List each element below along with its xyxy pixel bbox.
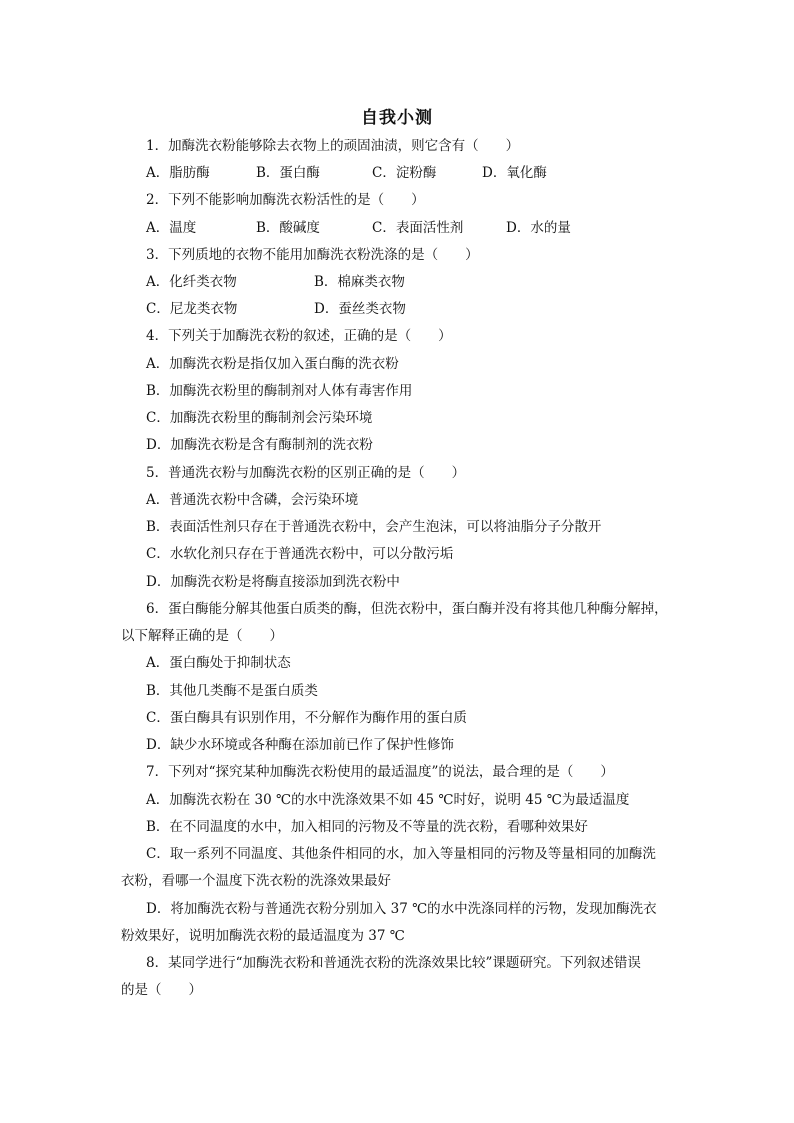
question-1-stem: 1．加酶洗衣粉能够除去衣物上的顽固油渍，则它含有（ ） — [146, 138, 520, 154]
question-4-option-b: B．加酶洗衣粉里的酶制剂对人体有毒害作用 — [146, 383, 413, 399]
question-2-option-a: A．温度 — [146, 220, 197, 236]
question-5-option-b: B．表面活性剂只存在于普通洗衣粉中，会产生泡沫，可以将油脂分子分散开 — [146, 519, 602, 535]
question-3-option-d: D．蚕丝类衣物 — [314, 301, 406, 317]
question-7-option-d-line-2: 粉效果好，说明加酶洗衣粉的最适温度为 37 ℃ — [121, 928, 405, 944]
question-7-option-c-line-2: 衣粉，看哪一个温度下洗衣粉的洗涤效果最好 — [121, 873, 391, 889]
question-7-option-b: B．在不同温度的水中，加入相同的污物及不等量的洗衣粉，看哪种效果好 — [146, 819, 588, 835]
question-6-stem-line-1: 6．蛋白酶能分解其他蛋白质类的酶，但洗衣粉中，蛋白酶并没有将其他几种酶分解掉， — [146, 601, 668, 617]
question-1-option-b: B．蛋白酶 — [256, 165, 320, 181]
question-4-option-a: A．加酶洗衣粉是指仅加入蛋白酶的洗衣粉 — [146, 356, 399, 372]
question-7-option-c-line-1: C．取一系列不同温度、其他条件相同的水，加入等量相同的污物及等量相同的加酶洗 — [146, 846, 656, 862]
question-1-option-d: D．氧化酶 — [482, 165, 547, 181]
question-6-option-c: C．蛋白酶具有识别作用，不分解作为酶作用的蛋白质 — [146, 710, 467, 726]
question-3-option-a: A．化纤类衣物 — [146, 274, 237, 290]
question-7-option-d-line-1: D．将加酶洗衣粉与普通洗衣粉分别加入 37 ℃的水中洗涤同样的污物，发现加酶洗衣 — [146, 901, 657, 917]
question-5-stem: 5．普通洗衣粉与加酶洗衣粉的区别正确的是（ ） — [146, 465, 466, 481]
question-3-options-row-1 — [146, 273, 546, 291]
question-8-stem-line-1: 8．某同学进行“加酶洗衣粉和普通洗衣粉的洗涤效果比较”课题研究。下列叙述错误 — [146, 955, 641, 971]
question-2-stem: 2．下列不能影响加酶洗衣粉活性的是（ ） — [146, 192, 425, 208]
question-3-option-b: B．棉麻类衣物 — [314, 274, 405, 290]
question-5-option-d: D．加酶洗衣粉是将酶直接添加到洗衣粉中 — [146, 574, 400, 590]
question-2-option-c: C．表面活性剂 — [372, 220, 464, 236]
question-3-options-row-2 — [146, 300, 546, 318]
question-4-option-c: C．加酶洗衣粉里的酶制剂会污染环境 — [146, 410, 373, 426]
question-8-stem-line-2: 的是（ ） — [121, 982, 202, 998]
question-2-options — [146, 219, 626, 237]
question-3-option-c: C．尼龙类衣物 — [146, 301, 238, 317]
question-1-option-c: C．淀粉酶 — [372, 165, 437, 181]
question-1-option-a: A．脂肪酶 — [146, 165, 210, 181]
question-7-stem: 7．下列对“探究某种加酶洗衣粉使用的最适温度”的说法，最合理的是（ ） — [146, 764, 614, 780]
page-title: 自我小测 — [361, 108, 433, 128]
question-5-option-c: C．水软化剂只存在于普通洗衣粉中，可以分散污垢 — [146, 546, 454, 562]
question-6-option-a: A．蛋白酶处于抑制状态 — [146, 655, 291, 671]
question-6-option-b: B．其他几类酶不是蛋白质类 — [146, 683, 318, 699]
question-1-options — [146, 164, 626, 182]
question-6-stem-line-2: 以下解释正确的是（ ） — [121, 628, 283, 644]
question-4-option-d: D．加酶洗衣粉是含有酶制剂的洗衣粉 — [146, 437, 373, 453]
question-6-option-d: D．缺少水环境或各种酶在添加前已作了保护性修饰 — [146, 737, 454, 753]
question-2-option-d: D．水的量 — [506, 220, 571, 236]
question-5-option-a: A．普通洗衣粉中含磷，会污染环境 — [146, 492, 359, 508]
question-3-stem: 3．下列质地的衣物不能用加酶洗衣粉洗涤的是（ ） — [146, 247, 479, 263]
question-2-option-b: B．酸碱度 — [256, 220, 320, 236]
question-4-stem: 4．下列关于加酶洗衣粉的叙述，正确的是（ ） — [146, 328, 452, 344]
question-7-option-a: A．加酶洗衣粉在 30 ℃的水中洗涤效果不如 45 ℃时好，说明 45 ℃为最适温度 — [146, 792, 630, 808]
